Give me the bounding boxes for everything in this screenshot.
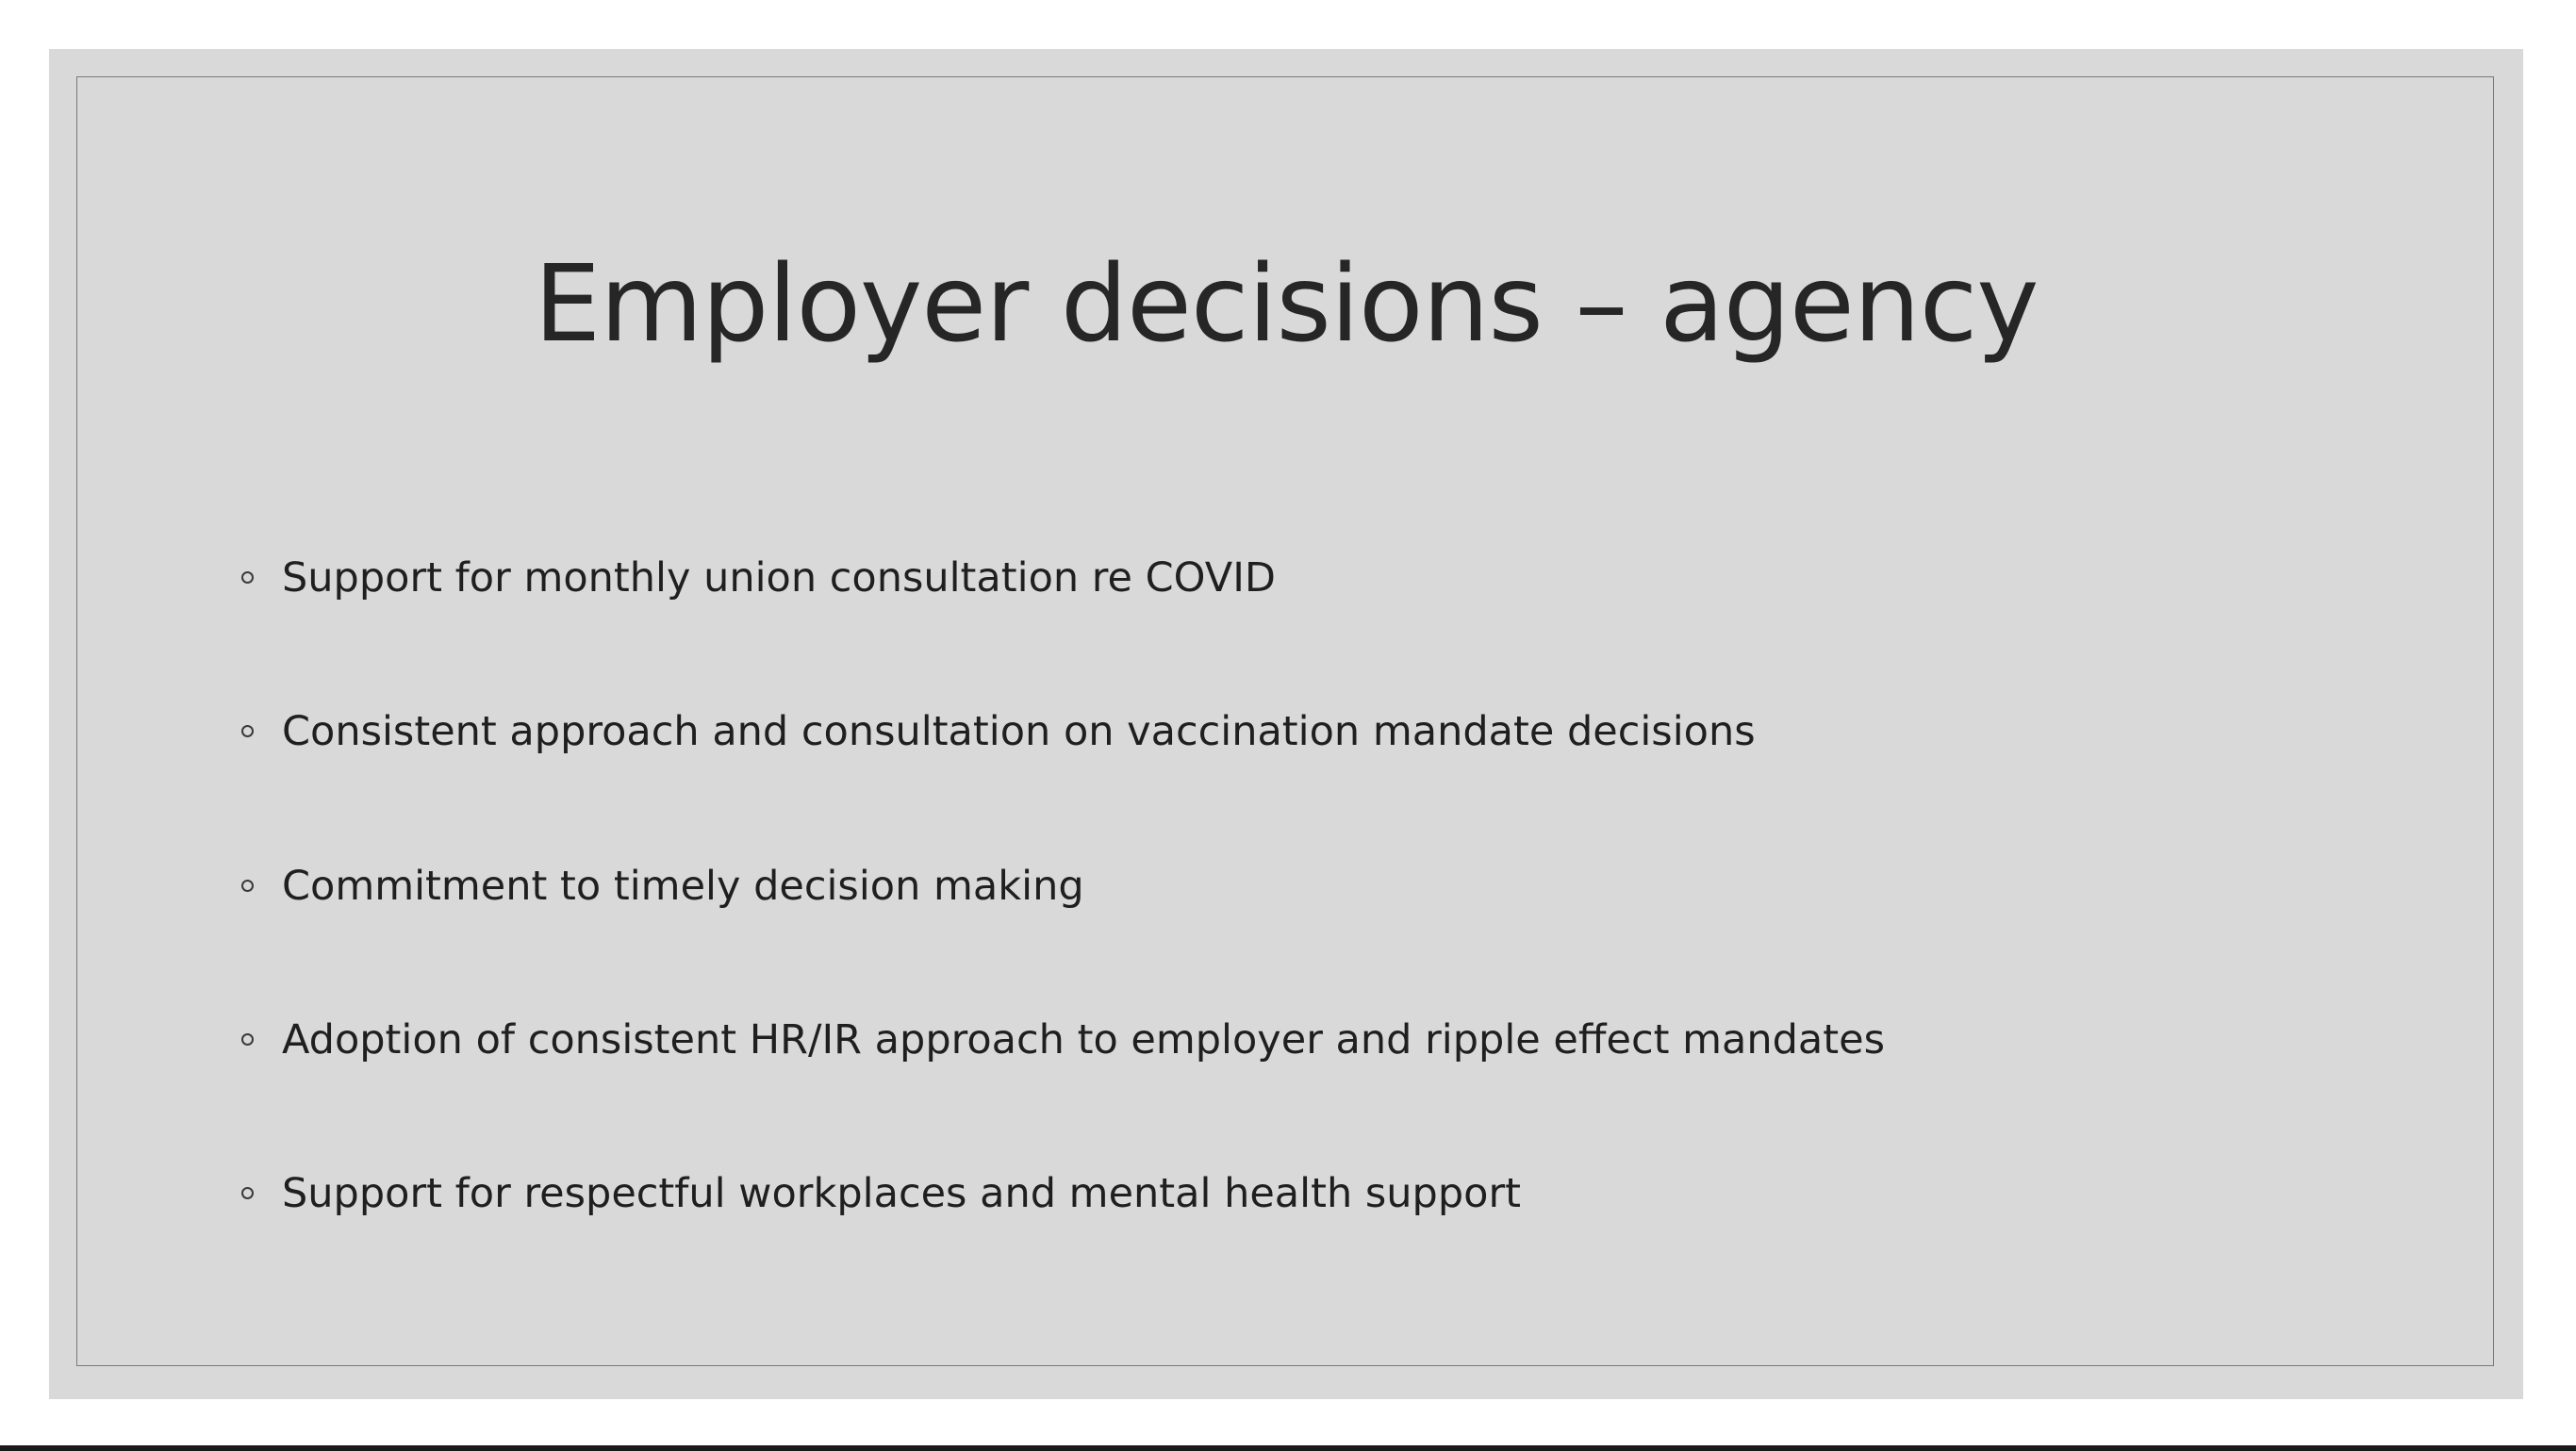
bullet-text: Support for respectful workplaces and mental health support [282,1170,1521,1217]
slide-title: Employer decisions – agency [534,243,2039,366]
hollow-circle-bullet-icon [241,1187,254,1199]
bullet-item [241,1016,1885,1064]
bullet-item [241,1170,1521,1217]
slide [49,49,2523,1399]
bullet-text: Adoption of consistent HR/IR approach to employer and ripple effect mandates [282,1016,1885,1064]
hollow-circle-bullet-icon [241,1033,254,1046]
bullet-item [241,863,1084,910]
hollow-circle-bullet-icon [241,571,254,584]
bullet-text: Consistent approach and consultation on vaccination mandate decisions [282,708,1756,755]
bottom-edge-rule [0,1445,2576,1451]
hollow-circle-bullet-icon [241,880,254,892]
bullet-text: Commitment to timely decision making [282,863,1084,910]
bullet-text: Support for monthly union consultation re COVID [282,554,1276,602]
hollow-circle-bullet-icon [241,725,254,737]
bullet-item [241,554,1276,602]
bullet-item [241,708,1756,755]
